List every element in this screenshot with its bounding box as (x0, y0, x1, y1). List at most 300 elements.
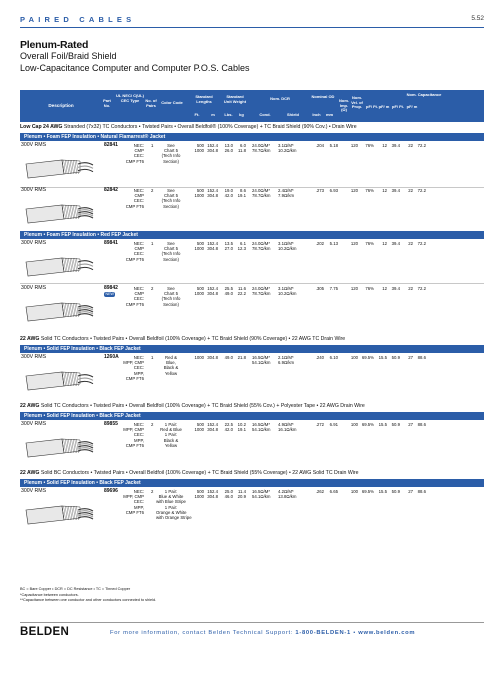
color-line: 1 Pair: (164, 504, 178, 510)
length-m: 304.8 (207, 148, 218, 154)
length-entry (192, 427, 218, 432)
length-m: 152.4 (207, 286, 218, 291)
capacitance-value: 39.4 (391, 286, 400, 291)
dcr-conductor: 78.7Ω/km (252, 193, 271, 199)
cert-line: NEC: (133, 241, 144, 246)
ul-nec-type (120, 143, 144, 164)
dcr-shield: 13.8Ω/km (278, 494, 297, 500)
dcr-entry (252, 148, 304, 153)
cable-voltage-rating: 300V RMS (21, 285, 47, 291)
ul-nec-type (120, 286, 144, 307)
table-header (20, 90, 484, 122)
table-row (20, 354, 484, 398)
nominal-dcr (252, 422, 304, 432)
od-mm: 6.10 (329, 355, 338, 360)
dcr-conductor: 24.0Ω/M* (252, 286, 271, 291)
footnotes (20, 587, 156, 604)
color-line: Chart 5 (163, 246, 179, 252)
dcr-entry (252, 427, 304, 432)
dcr-conductor: 54.1Ω/km (252, 427, 271, 433)
subgroup-bar: Plenum • Foam FEP Insulation • Natural Flamarrest® Jacket (20, 133, 484, 141)
nominal-dcr (252, 241, 304, 251)
length-ft: 1000 (194, 355, 204, 360)
dcr-entry (252, 246, 304, 251)
col-cap-a: pF/ Ft. (366, 104, 378, 109)
cable-diagram-icon (22, 498, 96, 528)
standard-lengths (192, 241, 218, 251)
nominal-od (312, 286, 344, 291)
cert-line: NEC: (133, 355, 144, 360)
weight-entry (220, 193, 246, 198)
weight-kg: 22.2 (237, 291, 246, 297)
capacitance-value: 72.2 (417, 143, 426, 148)
impedance: 100 (350, 489, 358, 494)
cable-diagram-icon (22, 152, 96, 182)
part-number: 1260A (104, 354, 119, 360)
col-wt-lbs: Lbs. (224, 112, 233, 117)
website-link[interactable]: www.belden.com (358, 630, 416, 636)
capacitance-value: 50.9 (391, 355, 400, 360)
nominal-od (312, 241, 344, 246)
dcr-conductor: 54.1Ω/km (252, 494, 271, 500)
col-cap-d: pF/ m (406, 104, 418, 109)
od-mm: 5.13 (329, 241, 338, 246)
cert-line: CMP (134, 148, 144, 154)
weight-lbs: 46.0 (224, 494, 233, 500)
color-line: Orange & White (156, 509, 187, 515)
footer-separator: • (350, 630, 359, 636)
color-line: Chart 5 (163, 291, 179, 297)
color-line: Yellow (164, 442, 178, 448)
velocity-of-propagation: 76% (365, 241, 374, 246)
group-construction: Solid TC Conductors • Twisted Pairs • Overall Beldfoil (100% Coverage) + TC Braid Shield (55% Cov.) + Polyester Tape • 22 AWG Drain Wire (39, 403, 365, 409)
ul-nec-type (120, 188, 144, 209)
od-inch: .272 (315, 422, 324, 427)
length-m: 304.8 (207, 355, 218, 360)
od-mm: 5.18 (329, 143, 338, 148)
electrical-values (346, 241, 484, 246)
weight-entry (220, 246, 246, 251)
capacitance-value: 50.9 (391, 422, 400, 427)
col-od-inch: Inch (312, 112, 321, 117)
unit-weight (220, 422, 246, 432)
length-ft: 1000 (194, 193, 204, 199)
weight-kg: 11.8 (237, 148, 246, 154)
page-header (20, 14, 484, 28)
table-row (20, 421, 484, 465)
page-title: Plenum-Rated (20, 39, 89, 51)
part-number: 89696 (104, 488, 118, 494)
capacitance-value: 12 (382, 286, 387, 291)
table-row (20, 488, 484, 532)
ul-nec-type (120, 355, 144, 381)
cert-line: NEC: (133, 143, 144, 148)
weight-lbs: 25.0 (224, 489, 233, 494)
subgroup-bar: Plenum • Solid FEP Insulation • Black FEP Jacket (20, 479, 484, 487)
cert-line: CMP (134, 291, 144, 297)
length-m: 304.8 (207, 494, 218, 500)
length-ft: 1000 (194, 246, 204, 252)
cert-line: NEC: (133, 422, 144, 427)
pair-count: 2 (151, 188, 154, 193)
cable-voltage-rating: 300V RMS (21, 187, 47, 193)
col-description: Description (48, 103, 74, 108)
dcr-shield: 6.9Ω/km (278, 360, 295, 366)
length-entry (192, 291, 218, 296)
group-gauge: 22 AWG (20, 403, 40, 409)
length-m: 152.4 (207, 188, 218, 193)
capacitance-value: 22 (408, 143, 413, 148)
ul-nec-type (120, 422, 144, 448)
length-ft: 500 (196, 489, 204, 494)
weight-kg: 6.0 (240, 143, 246, 148)
od-mm: 6.93 (329, 188, 338, 193)
color-code (156, 355, 186, 376)
color-code (156, 286, 186, 307)
nominal-dcr (252, 355, 304, 365)
dcr-shield: 4.2Ω/M* (278, 489, 294, 494)
length-m: 152.4 (207, 422, 218, 427)
length-entry (192, 246, 218, 251)
weight-kg: 21.8 (237, 355, 246, 360)
weight-kg: 12.3 (237, 246, 246, 252)
unit-weight (220, 489, 246, 499)
capacitance-note-2: **Capacitance between one conductor and other conductors connected to shield. (20, 598, 157, 602)
impedance: 120 (350, 286, 358, 291)
impedance: 120 (350, 241, 358, 246)
group-construction: Solid BC Conductors • Twisted Pairs • Overall Beldfoil (100% Coverage) + TC Braid Shield (55% Coverage) • 22 AWG Solid TC Drain Wire (39, 470, 359, 476)
od-inch: .202 (315, 241, 324, 246)
capacitance-value: 12 (382, 241, 387, 246)
electrical-values (346, 143, 484, 148)
electrical-values (346, 188, 484, 193)
group-construction: Stranded (7x32) TC Conductors • Twisted Pairs • Overall Beldfoil® (100% Coverage) + TC Braid Shield (90% Cov.) • Drain Wire (62, 124, 357, 130)
dcr-shield: 10.2Ω/km (278, 246, 297, 252)
standard-lengths (192, 143, 218, 153)
dcr-conductor: 24.0Ω/M* (252, 143, 271, 148)
cable-diagram-icon (22, 431, 96, 461)
dcr-conductor: 78.7Ω/km (252, 291, 271, 297)
dcr-entry (252, 494, 304, 499)
nominal-od (312, 489, 344, 494)
color-line: Blue & White (158, 494, 184, 500)
subgroup-bar: Plenum • Foam FEP Insulation • Red FEP Jacket (20, 231, 484, 239)
col-nominal-od: Nominal OD (311, 94, 335, 99)
cert-line: MPP, (134, 370, 144, 376)
length-entry (192, 355, 218, 360)
cable-voltage-rating: 300V RMS (21, 354, 47, 360)
weight-lbs: 22.5 (224, 422, 233, 427)
cable-voltage-rating: 300V RMS (21, 421, 47, 427)
support-phone[interactable]: 1-800-BELDEN-1 (295, 630, 351, 636)
nominal-od (312, 143, 344, 148)
cert-line: CMP FT6 (125, 375, 144, 381)
capacitance-value: 39.4 (391, 143, 400, 148)
cert-line: CEC: (133, 153, 144, 159)
weight-kg: 20.9 (237, 494, 246, 500)
group-heading (20, 124, 484, 131)
capacitance-value: 15.5 (378, 422, 387, 427)
table-row (20, 285, 484, 329)
part-number: 89841 (104, 240, 118, 246)
ul-nec-type (120, 241, 144, 262)
impedance: 100 (350, 422, 358, 427)
footer-rule (20, 622, 484, 623)
part-number: 82841 (104, 142, 118, 148)
length-ft: 500 (196, 143, 204, 148)
od-inch: .273 (315, 188, 324, 193)
length-m: 152.4 (207, 143, 218, 148)
dcr-conductor: 24.0Ω/M* (252, 188, 271, 193)
length-ft: 1000 (194, 148, 204, 154)
group-construction: Solid TC Conductors • Twisted Pairs • Overall Beldfoil (100% Coverage) + TC Braid Shield (90% Coverage) • 22 AWG TC Drain Wire (39, 336, 346, 342)
dcr-shield: 16.1Ω/km (278, 427, 297, 433)
color-line: with Blue Stripe (156, 499, 186, 505)
nominal-dcr (252, 489, 304, 499)
col-color-code: Color Code (161, 100, 183, 105)
standard-lengths (192, 286, 218, 296)
color-line: Section) (163, 301, 179, 307)
cert-line: CMP (134, 193, 144, 199)
dcr-shield: 7.9Ω/km (278, 193, 295, 199)
dcr-entry (252, 360, 304, 365)
page-subtitle: Overall Foil/Braid Shield (20, 51, 117, 61)
length-m: 152.4 (207, 489, 218, 494)
color-line: Section) (163, 203, 179, 209)
velocity-of-propagation: 69.5% (361, 489, 374, 494)
cert-line: CMP FT6 (125, 301, 144, 307)
cable-voltage-rating: 300V RMS (21, 142, 47, 148)
electrical-values (346, 422, 484, 427)
weight-lbs: 13.5 (224, 241, 233, 246)
section-label: PAIRED CABLES (20, 15, 136, 24)
length-ft: 500 (196, 241, 204, 246)
row-divider (20, 283, 484, 284)
cert-line: NEC: (133, 286, 144, 291)
cable-diagram-icon (22, 364, 96, 394)
col-nom-dcr: Nom. DCR (270, 96, 290, 101)
col-ul-nec: UL NEC/ C(UL) CEC Type (116, 93, 144, 103)
nominal-dcr (252, 286, 304, 296)
capacitance-value: 27 (408, 422, 413, 427)
weight-entry (220, 494, 246, 499)
dcr-shield: 10.2Ω/km (278, 291, 297, 297)
cert-line: CEC: (133, 365, 144, 371)
weight-kg: 6.1 (240, 241, 246, 246)
electrical-values (346, 355, 484, 360)
color-line: (Tech Info (161, 296, 181, 302)
length-ft: 1000 (194, 427, 204, 433)
nominal-dcr (252, 143, 304, 153)
length-ft: 500 (196, 188, 204, 193)
subgroup-bar: Plenum • Solid FEP Insulation • Black FEP Jacket (20, 412, 484, 420)
group-heading (20, 403, 484, 410)
cert-line: CMP FT6 (125, 203, 144, 209)
cert-line: CMP FT6 (125, 158, 144, 164)
capacitance-value: 72.2 (417, 286, 426, 291)
capacitance-value: 88.6 (417, 355, 426, 360)
dcr-conductor: 24.0Ω/M* (252, 241, 271, 246)
weight-lbs: 27.0 (224, 246, 233, 252)
length-ft: 500 (196, 286, 204, 291)
length-entry (192, 148, 218, 153)
col-std-lengths: Standard Lengths (195, 94, 213, 104)
weight-kg: 19.1 (237, 427, 246, 433)
color-line: (Tech Info (161, 198, 181, 204)
color-line: Red & Blue (160, 427, 182, 433)
pair-count: 2 (151, 286, 154, 291)
dcr-entry (252, 193, 304, 198)
dcr-shield: 3.1Ω/M* (278, 143, 294, 148)
dcr-shield: 2.1Ω/M* (278, 355, 294, 360)
col-dcr-cond: Cond. (259, 112, 271, 117)
color-line: with Orange Stripe (156, 515, 192, 521)
color-code (156, 422, 186, 448)
dcr-conductor: 78.7Ω/km (252, 246, 271, 252)
capacitance-value: 72.2 (417, 241, 426, 246)
part-number: 82842 (104, 187, 118, 193)
impedance: 120 (350, 188, 358, 193)
capacitance-value: 15.5 (378, 355, 387, 360)
electrical-values (346, 286, 484, 291)
color-line: 1 Pair: (164, 422, 178, 427)
color-line: (Tech Info (161, 153, 181, 159)
dcr-shield: 4.9Ω/M* (278, 422, 294, 427)
capacitance-value: 72.2 (417, 188, 426, 193)
color-line: Yellow (164, 370, 178, 376)
color-line: Section) (163, 256, 179, 262)
col-dcr-shield: Shield (286, 112, 299, 117)
unit-weight (220, 355, 246, 360)
unit-weight (220, 286, 246, 296)
ul-nec-type (120, 489, 144, 515)
cert-line: CEC: (133, 432, 144, 438)
col-cap-b: pF/ m (378, 104, 390, 109)
color-line: Red & (165, 355, 177, 360)
cert-line: MPP, (134, 437, 144, 443)
capacitance-value: 12 (382, 188, 387, 193)
color-line: See (167, 188, 175, 193)
col-unit-weight: Standard Unit Weight (223, 94, 247, 104)
od-mm: 6.65 (329, 489, 338, 494)
nominal-dcr (252, 188, 304, 198)
standard-lengths (192, 355, 218, 360)
col-part-no: Part No. (103, 98, 111, 108)
cert-line: NEC: (133, 188, 144, 193)
pair-count: 2 (151, 422, 154, 427)
cable-diagram-icon (22, 197, 96, 227)
nominal-od (312, 188, 344, 193)
cert-line: CMP FT6 (125, 256, 144, 262)
col-len-ft: Ft. (194, 112, 200, 117)
od-inch: .305 (315, 286, 324, 291)
cert-line: NEC: (133, 489, 144, 494)
standard-lengths (192, 422, 218, 432)
cable-voltage-rating: 300V RMS (21, 488, 47, 494)
impedance: 100 (350, 355, 358, 360)
page-subtitle-2: Low-Capacitance Computer and Computer P.O.S. Cables (20, 63, 250, 73)
capacitance-value: 22 (408, 241, 413, 246)
cable-voltage-rating: 300V RMS (21, 240, 47, 246)
dcr-shield: 2.4Ω/M* (278, 188, 294, 193)
capacitance-value: 27 (408, 489, 413, 494)
weight-lbs: 13.0 (224, 143, 233, 148)
capacitance-value: 39.4 (391, 241, 400, 246)
group-heading (20, 470, 484, 477)
cert-line: CEC: (133, 198, 144, 204)
group-gauge: Low Cap 24 AWG (20, 124, 63, 130)
part-number: 89855 (104, 421, 118, 427)
capacitance-value: 15.5 (378, 489, 387, 494)
part-number: 89842 (104, 285, 118, 291)
pair-count: 2 (151, 489, 154, 494)
capacitance-value: 88.6 (417, 422, 426, 427)
weight-lbs: 25.5 (224, 286, 233, 291)
new-badge: NEW (105, 292, 114, 296)
table-row (20, 142, 484, 186)
dcr-conductor: 54.1Ω/km (252, 360, 271, 366)
color-line: 1 Pair: (164, 489, 178, 494)
color-line: Black & (163, 437, 179, 443)
length-m: 304.8 (207, 193, 218, 199)
weight-lbs: 49.0 (224, 355, 233, 360)
cert-line: CMP FT6 (125, 442, 144, 448)
length-ft: 1000 (194, 291, 204, 297)
capacitance-value: 88.6 (417, 489, 426, 494)
unit-weight (220, 241, 246, 251)
pair-count: 1 (151, 355, 154, 360)
weight-kg: 11.6 (237, 286, 246, 291)
weight-kg: 10.2 (237, 422, 246, 427)
weight-kg: 11.4 (237, 489, 246, 494)
length-ft: 500 (196, 422, 204, 427)
color-line: See (167, 143, 175, 148)
dcr-conductor: 16.5Ω/M* (252, 355, 271, 360)
length-m: 152.4 (207, 241, 218, 246)
length-m: 304.8 (207, 291, 218, 297)
capacitance-value: 22 (408, 286, 413, 291)
weight-lbs: 26.0 (224, 148, 233, 154)
color-line: Black & (163, 365, 179, 371)
col-pairs: No. of Pairs (145, 98, 157, 108)
capacitance-value: 50.9 (391, 489, 400, 494)
pair-count: 1 (151, 241, 154, 246)
capacitance-value: 12 (382, 143, 387, 148)
velocity-of-propagation: 76% (365, 188, 374, 193)
length-entry (192, 494, 218, 499)
cert-line: CEC: (133, 499, 144, 505)
subgroup-bar: Plenum • Solid FEP Insulation • Black FEP Jacket (20, 345, 484, 353)
footer-contact-text: For more information, contact Belden Technical Support: (110, 630, 296, 636)
standard-lengths (192, 489, 218, 499)
capacitance-value: 39.4 (391, 188, 400, 193)
standard-lengths (192, 188, 218, 198)
page-number: 5.52 (471, 15, 484, 22)
impedance: 120 (350, 143, 358, 148)
weight-entry (220, 427, 246, 432)
capacitance-value: 27 (408, 355, 413, 360)
color-line: See (167, 241, 175, 246)
cert-line: CEC: (133, 251, 144, 257)
velocity-of-propagation: 69.5% (361, 422, 374, 427)
cert-line: MPP, (134, 504, 144, 510)
table-row (20, 240, 484, 284)
group-gauge: 22 AWG (20, 336, 40, 342)
velocity-of-propagation: 76% (365, 286, 374, 291)
weight-kg: 19.1 (237, 193, 246, 199)
color-line: (Tech Info (161, 251, 181, 257)
weight-lbs: 42.0 (224, 193, 233, 199)
